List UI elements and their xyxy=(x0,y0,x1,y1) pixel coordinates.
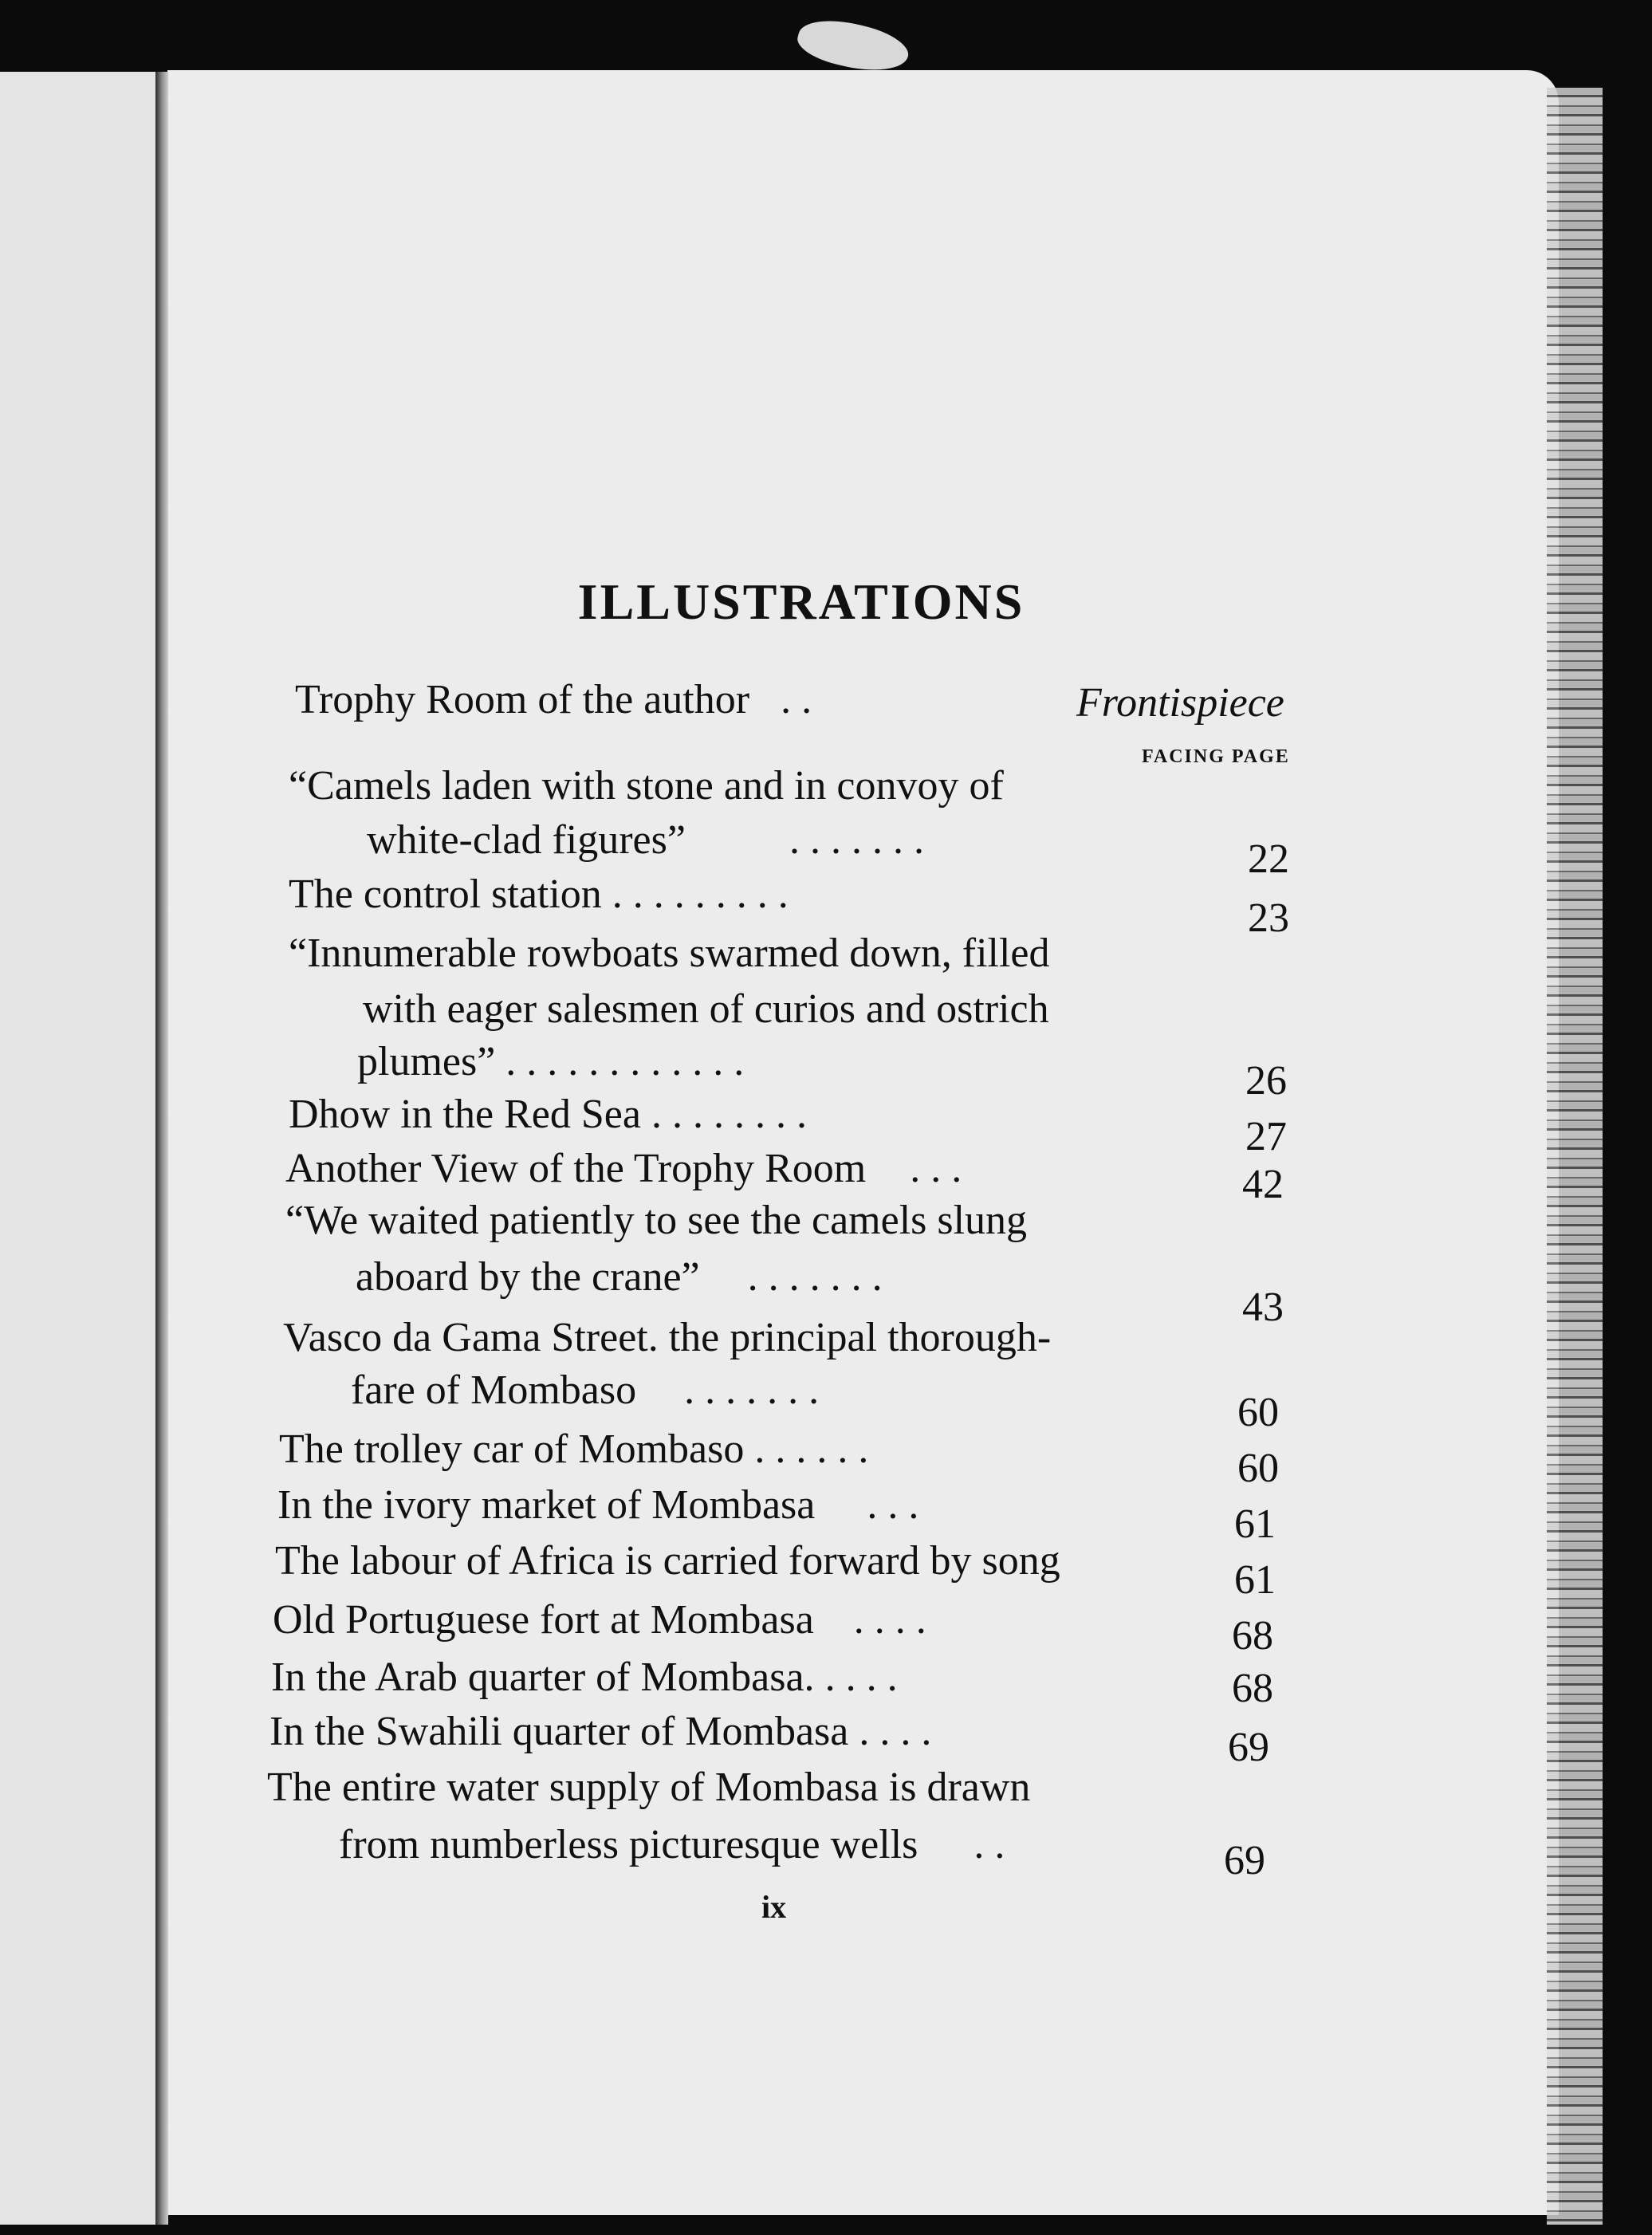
entry-page-number: 42 xyxy=(1242,1162,1284,1207)
entry-page-number: 60 xyxy=(1237,1390,1279,1435)
entry-line: Dhow in the Red Sea . . . . . . . . xyxy=(289,1092,807,1137)
entry-page-number: 27 xyxy=(1245,1114,1287,1159)
entry-line: Old Portuguese fort at Mombasa . . . . xyxy=(273,1597,926,1643)
entry-page-number: 69 xyxy=(1224,1838,1265,1883)
entry-line: The control station . . . . . . . . . xyxy=(289,872,789,917)
entry-line: The labour of Africa is carried forward by song xyxy=(275,1538,1060,1584)
page-edges xyxy=(1547,88,1603,2225)
entry-page-number: 26 xyxy=(1245,1058,1287,1104)
page-folio: ix xyxy=(761,1889,787,1925)
entry-line: Another View of the Trophy Room . . . xyxy=(285,1146,962,1191)
entry-page-number: 23 xyxy=(1248,895,1289,941)
left-page-margin xyxy=(0,72,163,2225)
entry-line: “Camels laden with stone and in convoy of xyxy=(289,763,1004,809)
entry-page-number: 69 xyxy=(1228,1725,1269,1770)
entry-page-number: 43 xyxy=(1242,1285,1284,1330)
entry-line: In the Swahili quarter of Mombasa . . . . xyxy=(269,1709,932,1754)
entry-page-number: 61 xyxy=(1234,1557,1276,1603)
frontispiece-label: Frontispiece xyxy=(1076,680,1284,726)
entry-line: from numberless picturesque wells . . xyxy=(339,1822,1005,1867)
entry-line: fare of Mombaso . . . . . . . xyxy=(351,1367,820,1413)
facing-page-header: FACING PAGE xyxy=(1142,746,1290,767)
entry-line: “We waited patiently to see the camels slung xyxy=(285,1198,1028,1243)
entry-line: In the Arab quarter of Mombasa. . . . . xyxy=(271,1655,898,1700)
entry-line: Vasco da Gama Street. the principal thorough- xyxy=(283,1315,1052,1360)
entry-page-number: 68 xyxy=(1232,1666,1273,1711)
entry-line: “Innumerable rowboats swarmed down, filled xyxy=(289,931,1050,976)
entry-page-number: 61 xyxy=(1234,1501,1276,1547)
frontispiece-caption: Trophy Room of the author . . xyxy=(295,677,812,722)
page-heading: ILLUSTRATIONS xyxy=(577,573,1025,630)
book-page xyxy=(167,70,1559,2215)
entry-line: The trolley car of Mombaso . . . . . . xyxy=(279,1426,869,1472)
entry-line: The entire water supply of Mombasa is drawn xyxy=(267,1765,1031,1810)
entry-line: white-clad figures” . . . . . . . xyxy=(367,817,924,863)
entry-page-number: 60 xyxy=(1237,1446,1279,1491)
book-gutter xyxy=(155,72,168,2225)
entry-page-number: 22 xyxy=(1248,836,1289,882)
entry-line: plumes” . . . . . . . . . . . . xyxy=(357,1039,745,1084)
entry-line: In the ivory market of Mombasa . . . xyxy=(277,1482,919,1528)
entry-page-number: 68 xyxy=(1232,1613,1273,1659)
entry-line: aboard by the crane” . . . . . . . xyxy=(356,1254,883,1300)
entry-line: with eager salesmen of curios and ostrich xyxy=(363,986,1049,1032)
